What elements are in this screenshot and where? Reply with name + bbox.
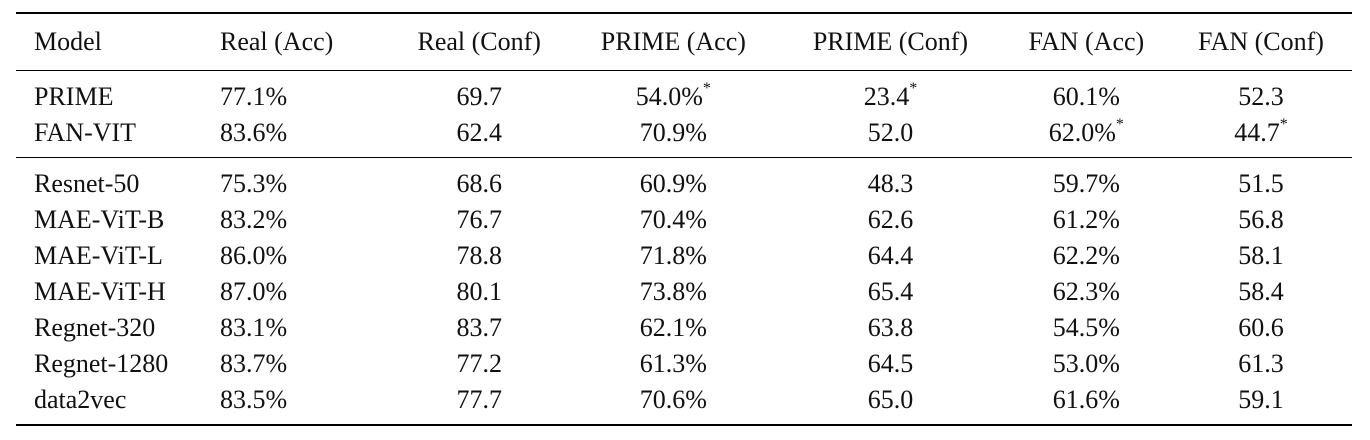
header-model: Model [16,13,220,71]
cell-prime-conf: 64.4 [867,241,914,270]
cell-fan-acc: 62.3% [1052,277,1120,306]
header-prime-conf: PRIME (Conf) [778,13,1002,71]
cell-real-acc: 83.2% [220,205,288,234]
table-row [16,238,1352,274]
cell-real-conf: 62.4 [390,115,568,158]
cell-prime-conf: 64.5 [867,349,914,378]
cell-real-conf: 77.2 [456,349,502,378]
cell-fan-acc: 53.0% [1052,349,1120,378]
cell-model: data2vec [34,385,127,414]
value: 62.0% [1048,118,1116,147]
cell-model: Regnet-1280 [34,349,169,378]
table-row [16,202,1352,238]
header-fan-acc: FAN (Acc) [1003,13,1170,71]
header-real-conf: Real (Conf) [390,13,568,71]
cell-fan-conf: 58.4 [1238,277,1284,306]
cell-real-acc: 87.0% [220,277,288,306]
asterisk-mark: * [702,80,711,97]
cell-prime-conf [778,115,1002,158]
cell-prime-acc [568,115,778,158]
cell-model: FAN-VIT [16,115,220,158]
cell-fan-conf [1170,115,1352,158]
header-fan-conf: FAN (Conf) [1170,13,1352,71]
cell-real-conf: 83.7 [456,313,502,342]
cell-fan-acc: 61.2% [1052,205,1120,234]
table-row [16,274,1352,310]
header-row [16,13,1352,71]
cell-fan-acc [1003,115,1170,158]
cell-prime-acc: 62.1% [639,313,707,342]
value: 60.1% [1052,82,1120,111]
table-row [16,115,1352,158]
cell-real-acc: 86.0% [220,241,288,270]
cell-real-conf: 77.7 [456,385,502,414]
cell-fan-conf: 56.8 [1238,205,1284,234]
cell-prime-acc: 70.6% [639,385,707,414]
asterisk-mark: * [1115,116,1124,133]
value: 23.4 [863,82,910,111]
header-prime-acc: PRIME (Acc) [568,13,778,71]
cell-fan-conf: 61.3 [1238,349,1284,378]
table-row [16,71,1352,116]
cell-real-acc: 75.3% [220,169,288,198]
cell-fan-acc: 54.5% [1052,313,1120,342]
cell-fan-conf [1170,71,1352,116]
cell-model: MAE-ViT-B [34,205,165,234]
cell-real-conf: 68.6 [456,169,502,198]
value: 54.0% [635,82,703,111]
cell-model: Regnet-320 [34,313,156,342]
cell-real-conf: 76.7 [456,205,502,234]
cell-prime-conf [778,71,1002,116]
cell-real-conf: 69.7 [456,82,502,111]
cell-prime-conf: 65.0 [867,385,914,414]
cell-model: Resnet-50 [34,169,140,198]
results-table-container [16,12,1352,426]
evaluated-models-group [16,158,1352,426]
cell-fan-acc: 62.2% [1052,241,1120,270]
cell-prime-acc: 70.4% [639,205,707,234]
table-row [16,158,1352,203]
cell-prime-acc: 60.9% [639,169,707,198]
header-real-acc: Real (Acc) [220,13,390,71]
value: 52.0 [867,118,914,147]
cell-prime-acc: 71.8% [639,241,707,270]
cell-prime-conf: 65.4 [867,277,914,306]
cell-prime-acc: 73.8% [639,277,707,306]
value: 44.7 [1234,118,1280,147]
cell-fan-conf: 59.1 [1238,385,1284,414]
cell-real-acc: 83.5% [220,385,288,414]
cell-real-acc: 83.7% [220,349,288,378]
cell-real-acc: 77.1% [220,82,288,111]
asterisk-mark: * [909,80,918,97]
results-table [16,12,1352,426]
cell-fan-acc: 61.6% [1052,385,1120,414]
cell-prime-conf: 63.8 [867,313,914,342]
cell-prime-conf: 62.6 [867,205,914,234]
table-row [16,382,1352,425]
asterisk-mark: * [1279,116,1288,133]
cell-fan-conf: 51.5 [1238,169,1284,198]
table-row [16,310,1352,346]
value: 70.9% [639,118,707,147]
cell-model: MAE-ViT-H [34,277,166,306]
reference-models-group [16,71,1352,158]
table-row [16,346,1352,382]
cell-prime-acc: 61.3% [639,349,707,378]
cell-model: PRIME [34,82,114,111]
cell-fan-conf: 60.6 [1238,313,1284,342]
cell-fan-acc: 59.7% [1052,169,1120,198]
cell-fan-acc [1003,71,1170,116]
cell-prime-conf: 48.3 [867,169,914,198]
value: 52.3 [1238,82,1284,111]
cell-prime-acc [568,71,778,116]
cell-fan-conf: 58.1 [1238,241,1284,270]
cell-real-conf: 80.1 [456,277,502,306]
cell-model: MAE-ViT-L [34,241,163,270]
cell-real-conf: 78.8 [456,241,502,270]
cell-real-acc: 83.1% [220,313,288,342]
cell-real-acc: 83.6% [220,115,390,158]
